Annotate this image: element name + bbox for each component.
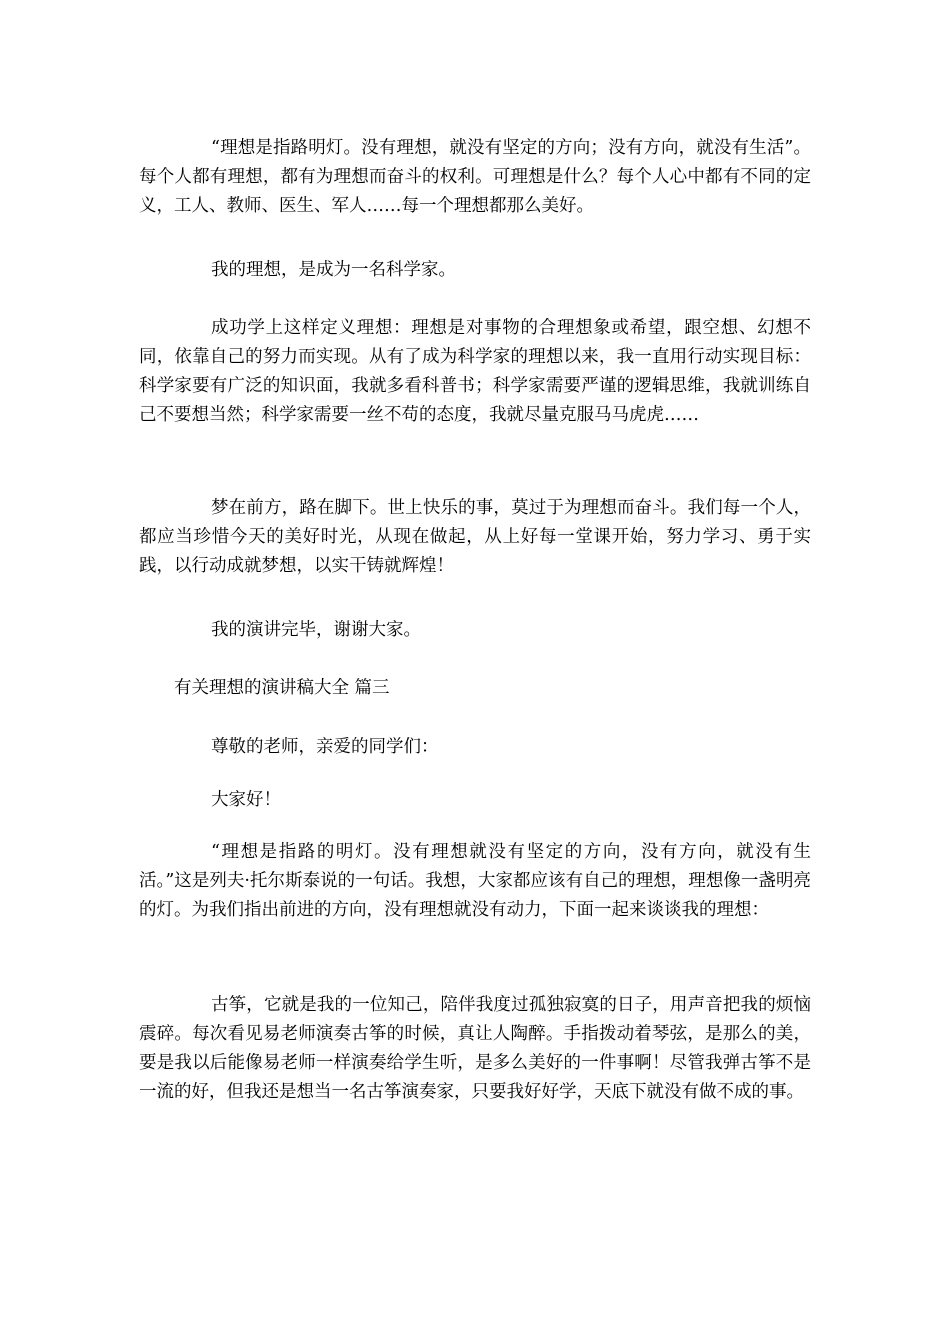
paragraph-dream-ahead: 梦在前方，路在脚下。世上快乐的事，莫过于为理想而奋斗。我们每一个人，都应当珍惜今天的美好时光，从现在做起，从上好每一堂课开始，努力学习、勇于实践，以行动成就梦想，以实干铸就辉煌！ bbox=[139, 498, 811, 576]
paragraph-hello: 大家好！ bbox=[211, 790, 281, 810]
paragraph-guzheng: 古筝，它就是我的一位知己，陪伴我度过孤独寂寞的日子，用声音把我的烦恼震碎。每次看见易老师演奏古筝的时候，真让人陶醉。手指拨动着琴弦，是那么的美，要是我以后能像易老师一样演奏给学生听，是多么美好的一件事啊！尽管我弹古筝不是一流的好，但我还是想当一名古筝演奏家，只要我好好学，天底下就没有做不成的事。 bbox=[139, 995, 811, 1102]
section-heading: 有关理想的演讲稿大全 篇三 bbox=[174, 678, 390, 698]
paragraph-ideal-quote: “理想是指路明灯。没有理想，就没有坚定的方向；没有方向，就没有生活”。每个人都有理想，都有为理想而奋斗的权利。可理想是什么？每个人心中都有不同的定义，工人、教师、医生、军人……每一个理想都那么美好。 bbox=[139, 138, 811, 216]
paragraph-my-ideal: 我的理想，是成为一名科学家。 bbox=[211, 260, 456, 280]
paragraph-greeting: 尊敬的老师，亲爱的同学们： bbox=[211, 737, 439, 757]
paragraph-speech-end: 我的演讲完毕，谢谢大家。 bbox=[211, 620, 421, 640]
paragraph-tolstoy-quote: “理想是指路的明灯。没有理想就没有坚定的方向，没有方向，就没有生活。”这是列夫·托尔斯泰说的一句话。我想，大家都应该有自己的理想，理想像一盏明亮的灯。为我们指出前进的方向，没有理想就没有动力，下面一起来谈谈我的理想： bbox=[139, 842, 811, 920]
paragraph-success-definition: 成功学上这样定义理想：理想是对事物的合理想象或希望，跟空想、幻想不同，依靠自己的努力而实现。从有了成为科学家的理想以来，我一直用行动实现目标：科学家要有广泛的知识面，我就多看科普书；科学家需要严谨的逻辑思维，我就训练自己不要想当然；科学家需要一丝不苟的态度，我就尽量克服马马虎虎…… bbox=[139, 318, 811, 425]
